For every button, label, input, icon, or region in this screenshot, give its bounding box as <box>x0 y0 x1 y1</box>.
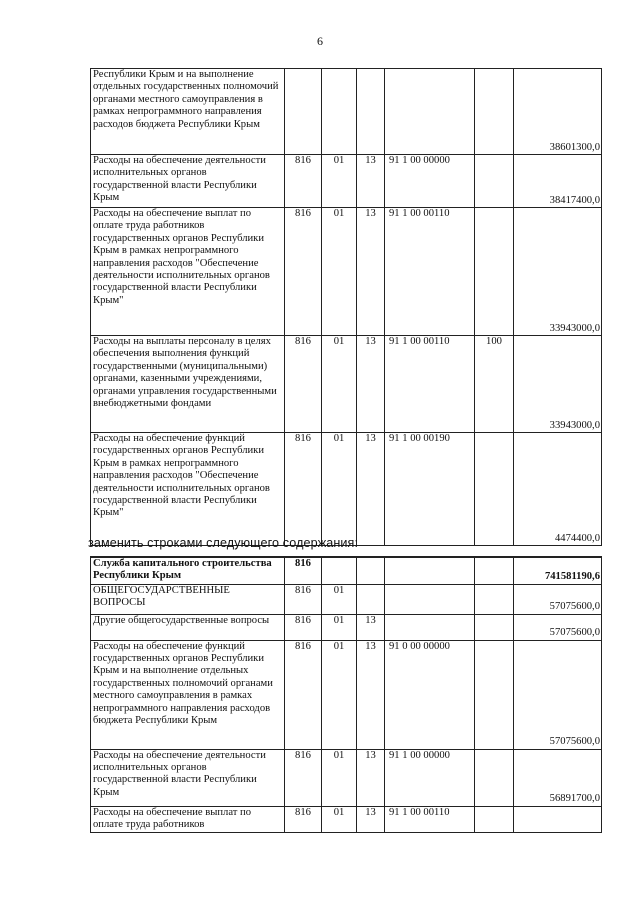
row-name-cell: Расходы на обеспечение функций государственных органов Республики Крым и на выполнение отдельных государственных полномочий органами местного самоуправления в рамках непрограммного направления расходов бюджета Республики Крым <box>91 640 285 749</box>
target-article-cell <box>385 557 475 584</box>
target-article-cell: 91 1 00 00110 <box>385 806 475 832</box>
ved-cell: 816 <box>285 806 322 832</box>
target-article-cell: 91 1 00 00110 <box>385 336 475 433</box>
ved-cell: 816 <box>285 336 322 433</box>
ved-cell: 816 <box>285 614 322 640</box>
subsection-cell: 13 <box>357 749 385 806</box>
amount-cell: 56891700,0 <box>514 749 602 806</box>
expense-type-cell <box>475 749 514 806</box>
amount-cell: 57075600,0 <box>514 614 602 640</box>
expense-type-cell <box>475 806 514 832</box>
subsection-cell: 13 <box>357 433 385 546</box>
expense-type-cell <box>475 557 514 584</box>
replace-instruction: заменить строками следующего содержания: <box>88 536 359 550</box>
subsection-cell: 13 <box>357 640 385 749</box>
row-name-cell: Расходы на обеспечение выплат по оплате труда работников <box>91 806 285 832</box>
budget-table-new <box>90 556 602 833</box>
row-name-cell: Расходы на выплаты персоналу в целях обеспечения выполнения функций государственными (муниципальными) органами, казенными учреждениями, органами управления государственными внебюджетными фондами <box>91 336 285 433</box>
row-name-cell: Служба капитального строительства Республики Крым <box>91 557 285 584</box>
ved-cell <box>285 69 322 155</box>
subsection-cell <box>357 69 385 155</box>
subsection-cell <box>357 584 385 614</box>
subsection-cell: 13 <box>357 806 385 832</box>
subsection-cell: 13 <box>357 614 385 640</box>
section-cell: 01 <box>322 433 357 546</box>
amount-cell: 57075600,0 <box>514 584 602 614</box>
target-article-cell: 91 1 00 00000 <box>385 155 475 208</box>
expense-type-cell: 100 <box>475 336 514 433</box>
table-row <box>91 584 602 614</box>
section-cell: 01 <box>322 584 357 614</box>
table-row <box>91 557 602 584</box>
page-number: 6 <box>317 34 323 48</box>
row-name-cell: Другие общегосударственные вопросы <box>91 614 285 640</box>
row-name-cell: Расходы на обеспечение деятельности исполнительных органов государственной власти Республики Крым <box>91 155 285 208</box>
expense-type-cell <box>475 433 514 546</box>
amount-cell: 38601300,0 <box>514 69 602 155</box>
subsection-cell <box>357 557 385 584</box>
amount-cell: 33943000,0 <box>514 336 602 433</box>
amount-cell: 4474400,0 <box>514 433 602 546</box>
expense-type-cell <box>475 208 514 336</box>
ved-cell: 816 <box>285 557 322 584</box>
ved-cell: 816 <box>285 640 322 749</box>
ved-cell: 816 <box>285 749 322 806</box>
section-cell <box>322 557 357 584</box>
section-cell: 01 <box>322 640 357 749</box>
row-name-cell: Республики Крым и на выполнение отдельных государственных полномочий органами местного самоуправления в рамках непрограммного направления расходов бюджета Республики Крым <box>91 69 285 155</box>
table-row <box>91 640 602 749</box>
ved-cell: 816 <box>285 584 322 614</box>
ved-cell: 816 <box>285 208 322 336</box>
ved-cell: 816 <box>285 155 322 208</box>
target-article-cell: 91 1 00 00000 <box>385 749 475 806</box>
ved-cell: 816 <box>285 433 322 546</box>
row-name-cell: Расходы на обеспечение функций государственных органов Республики Крым в рамках непрограммного направления расходов "Обеспечение деятельности исполнительных органов государственной власти Республики Крым" <box>91 433 285 546</box>
row-name-cell: Расходы на обеспечение деятельности исполнительных органов государственной власти Республики Крым <box>91 749 285 806</box>
section-cell: 01 <box>322 749 357 806</box>
section-cell: 01 <box>322 614 357 640</box>
section-cell: 01 <box>322 155 357 208</box>
target-article-cell: 91 0 00 00000 <box>385 640 475 749</box>
amount-cell <box>514 806 602 832</box>
expense-type-cell <box>475 69 514 155</box>
table-row <box>91 208 602 336</box>
row-name-cell: ОБЩЕГОСУДАРСТВЕННЫЕ ВОПРОСЫ <box>91 584 285 614</box>
target-article-cell: 91 1 00 00190 <box>385 433 475 546</box>
amount-cell: 741581190,6 <box>514 557 602 584</box>
expense-type-cell <box>475 584 514 614</box>
subsection-cell: 13 <box>357 155 385 208</box>
table-row <box>91 433 602 546</box>
section-cell <box>322 69 357 155</box>
table-row <box>91 614 602 640</box>
amount-cell: 57075600,0 <box>514 640 602 749</box>
section-cell: 01 <box>322 806 357 832</box>
target-article-cell: 91 1 00 00110 <box>385 208 475 336</box>
amount-cell: 38417400,0 <box>514 155 602 208</box>
subsection-cell: 13 <box>357 208 385 336</box>
expense-type-cell <box>475 640 514 749</box>
amount-cell: 33943000,0 <box>514 208 602 336</box>
budget-table-old <box>90 68 602 546</box>
table-row <box>91 336 602 433</box>
table-row <box>91 69 602 155</box>
table-row <box>91 749 602 806</box>
section-cell: 01 <box>322 208 357 336</box>
target-article-cell <box>385 614 475 640</box>
row-name-cell: Расходы на обеспечение выплат по оплате труда работников государственных органов Республики Крым в рамках непрограммного направления расходов "Обеспечение деятельности исполнительных органов государственной власти Республики Крым" <box>91 208 285 336</box>
expense-type-cell <box>475 155 514 208</box>
expense-type-cell <box>475 614 514 640</box>
target-article-cell <box>385 69 475 155</box>
target-article-cell <box>385 584 475 614</box>
section-cell: 01 <box>322 336 357 433</box>
table-row <box>91 806 602 832</box>
table-row <box>91 155 602 208</box>
subsection-cell: 13 <box>357 336 385 433</box>
